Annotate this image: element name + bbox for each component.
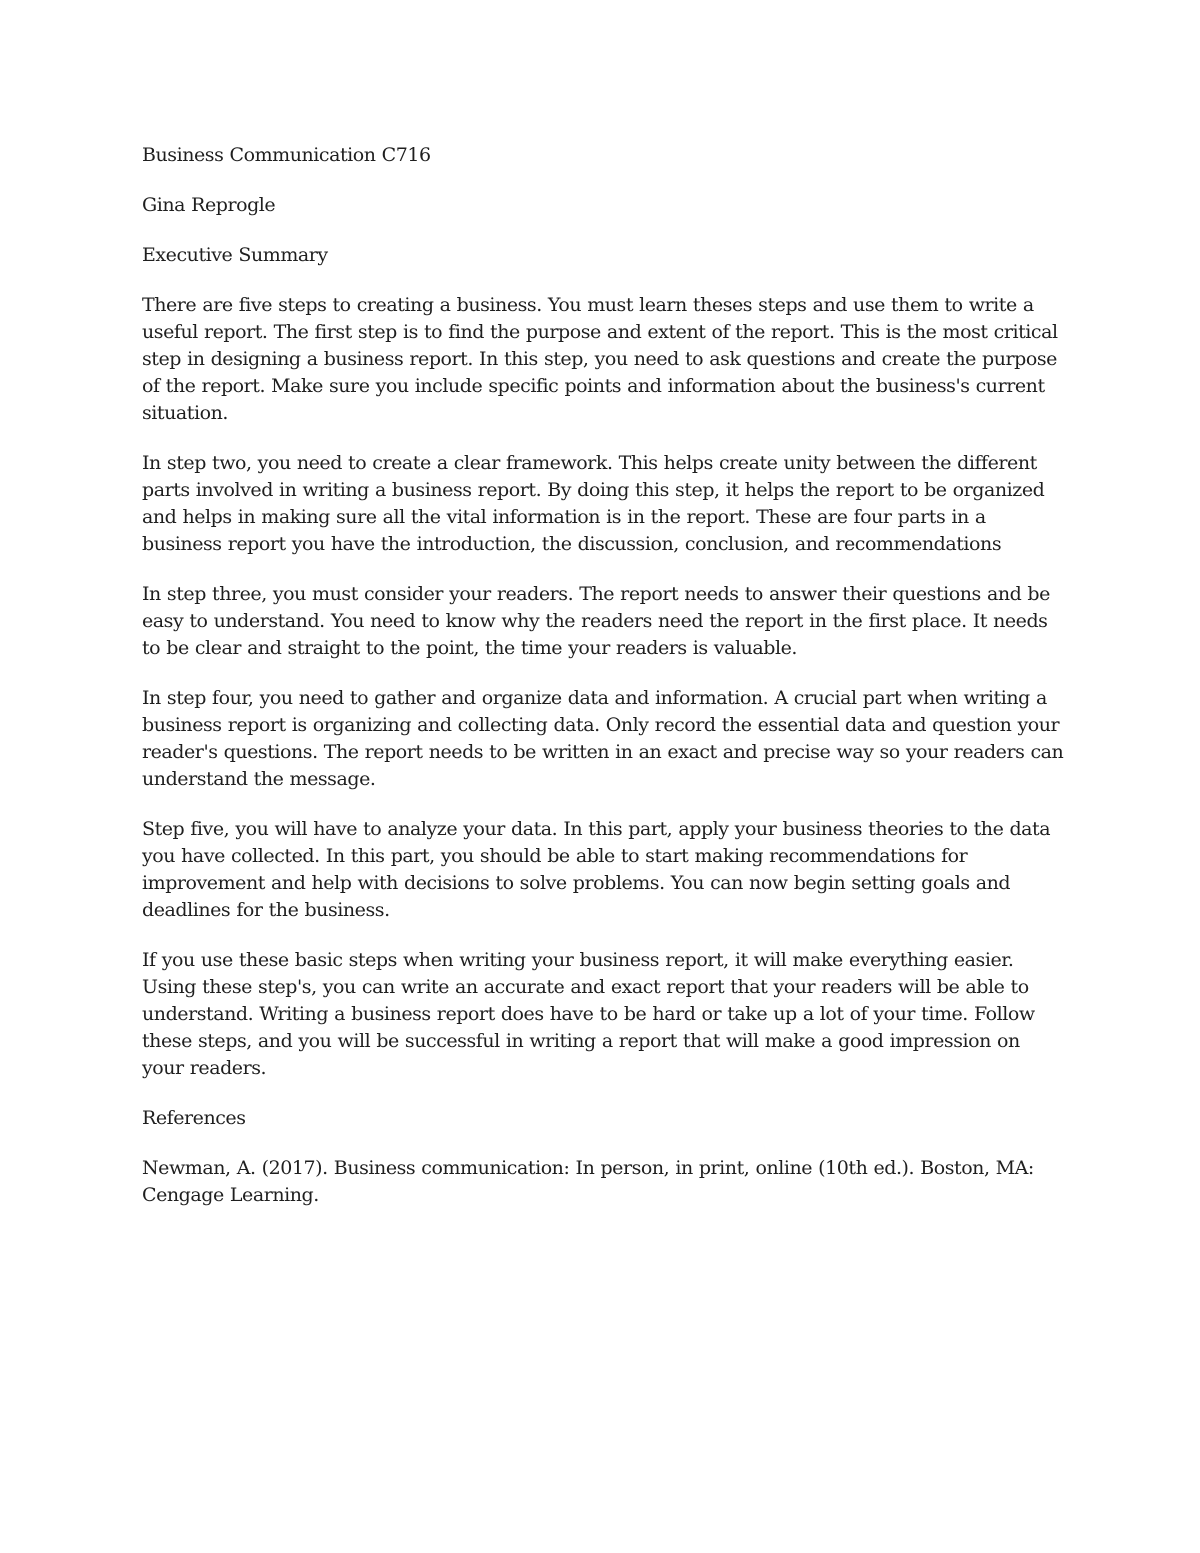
- document-title: Executive Summary: [142, 244, 328, 266]
- reference-entry: Newman, A. (2017). Business communication: In person, in print, online (10th ed.). Boston, MA: Cengage Learning.: [142, 1157, 1034, 1206]
- references-heading: References: [142, 1107, 246, 1129]
- body-paragraph-5: Step five, you will have to analyze your data. In this part, apply your business theories to the data you have collected. In this part, you should be able to start making recommendations for improvement and help with decisions to solve problems. You can now begin setting goals and deadlines for the business.: [142, 818, 1051, 921]
- body-paragraph-4: In step four, you need to gather and organize data and information. A crucial part when writing a business report is organizing and collecting data. Only record the essential data and question your reader's questions. The report needs to be written in an exact and precise way so your readers can understand the message.: [142, 687, 1064, 790]
- body-paragraph-3: In step three, you must consider your readers. The report needs to answer their questions and be easy to understand. You need to know why the readers need the report in the first place. It needs to be clear and straight to the point, the time your readers is valuable.: [142, 583, 1050, 659]
- document-page: [142, 142, 1067, 1232]
- author-name: Gina Reprogle: [142, 194, 276, 216]
- body-paragraph-2: In step two, you need to create a clear framework. This helps create unity between the different parts involved in writing a business report. By doing this step, it helps the report to be organized and helps in making sure all the vital information is in the report. These are four parts in a business report you have the introduction, the discussion, conclusion, and recommendations: [142, 452, 1045, 555]
- course-title: Business Communication C716: [142, 144, 431, 166]
- body-paragraph-1: There are five steps to creating a business. You must learn theses steps and use them to write a useful report. The first step is to find the purpose and extent of the report. This is the most critical step in designing a business report. In this step, you need to ask questions and create the purpose of the report. Make sure you include specific points and information about the business's current situation.: [142, 294, 1058, 424]
- body-paragraph-6: If you use these basic steps when writing your business report, it will make everything easier. Using these step's, you can write an accurate and exact report that your readers will be able to understand. Writing a business report does have to be hard or take up a lot of your time. Follow these steps, and you will be successful in writing a report that will make a good impression on your readers.: [142, 949, 1035, 1079]
